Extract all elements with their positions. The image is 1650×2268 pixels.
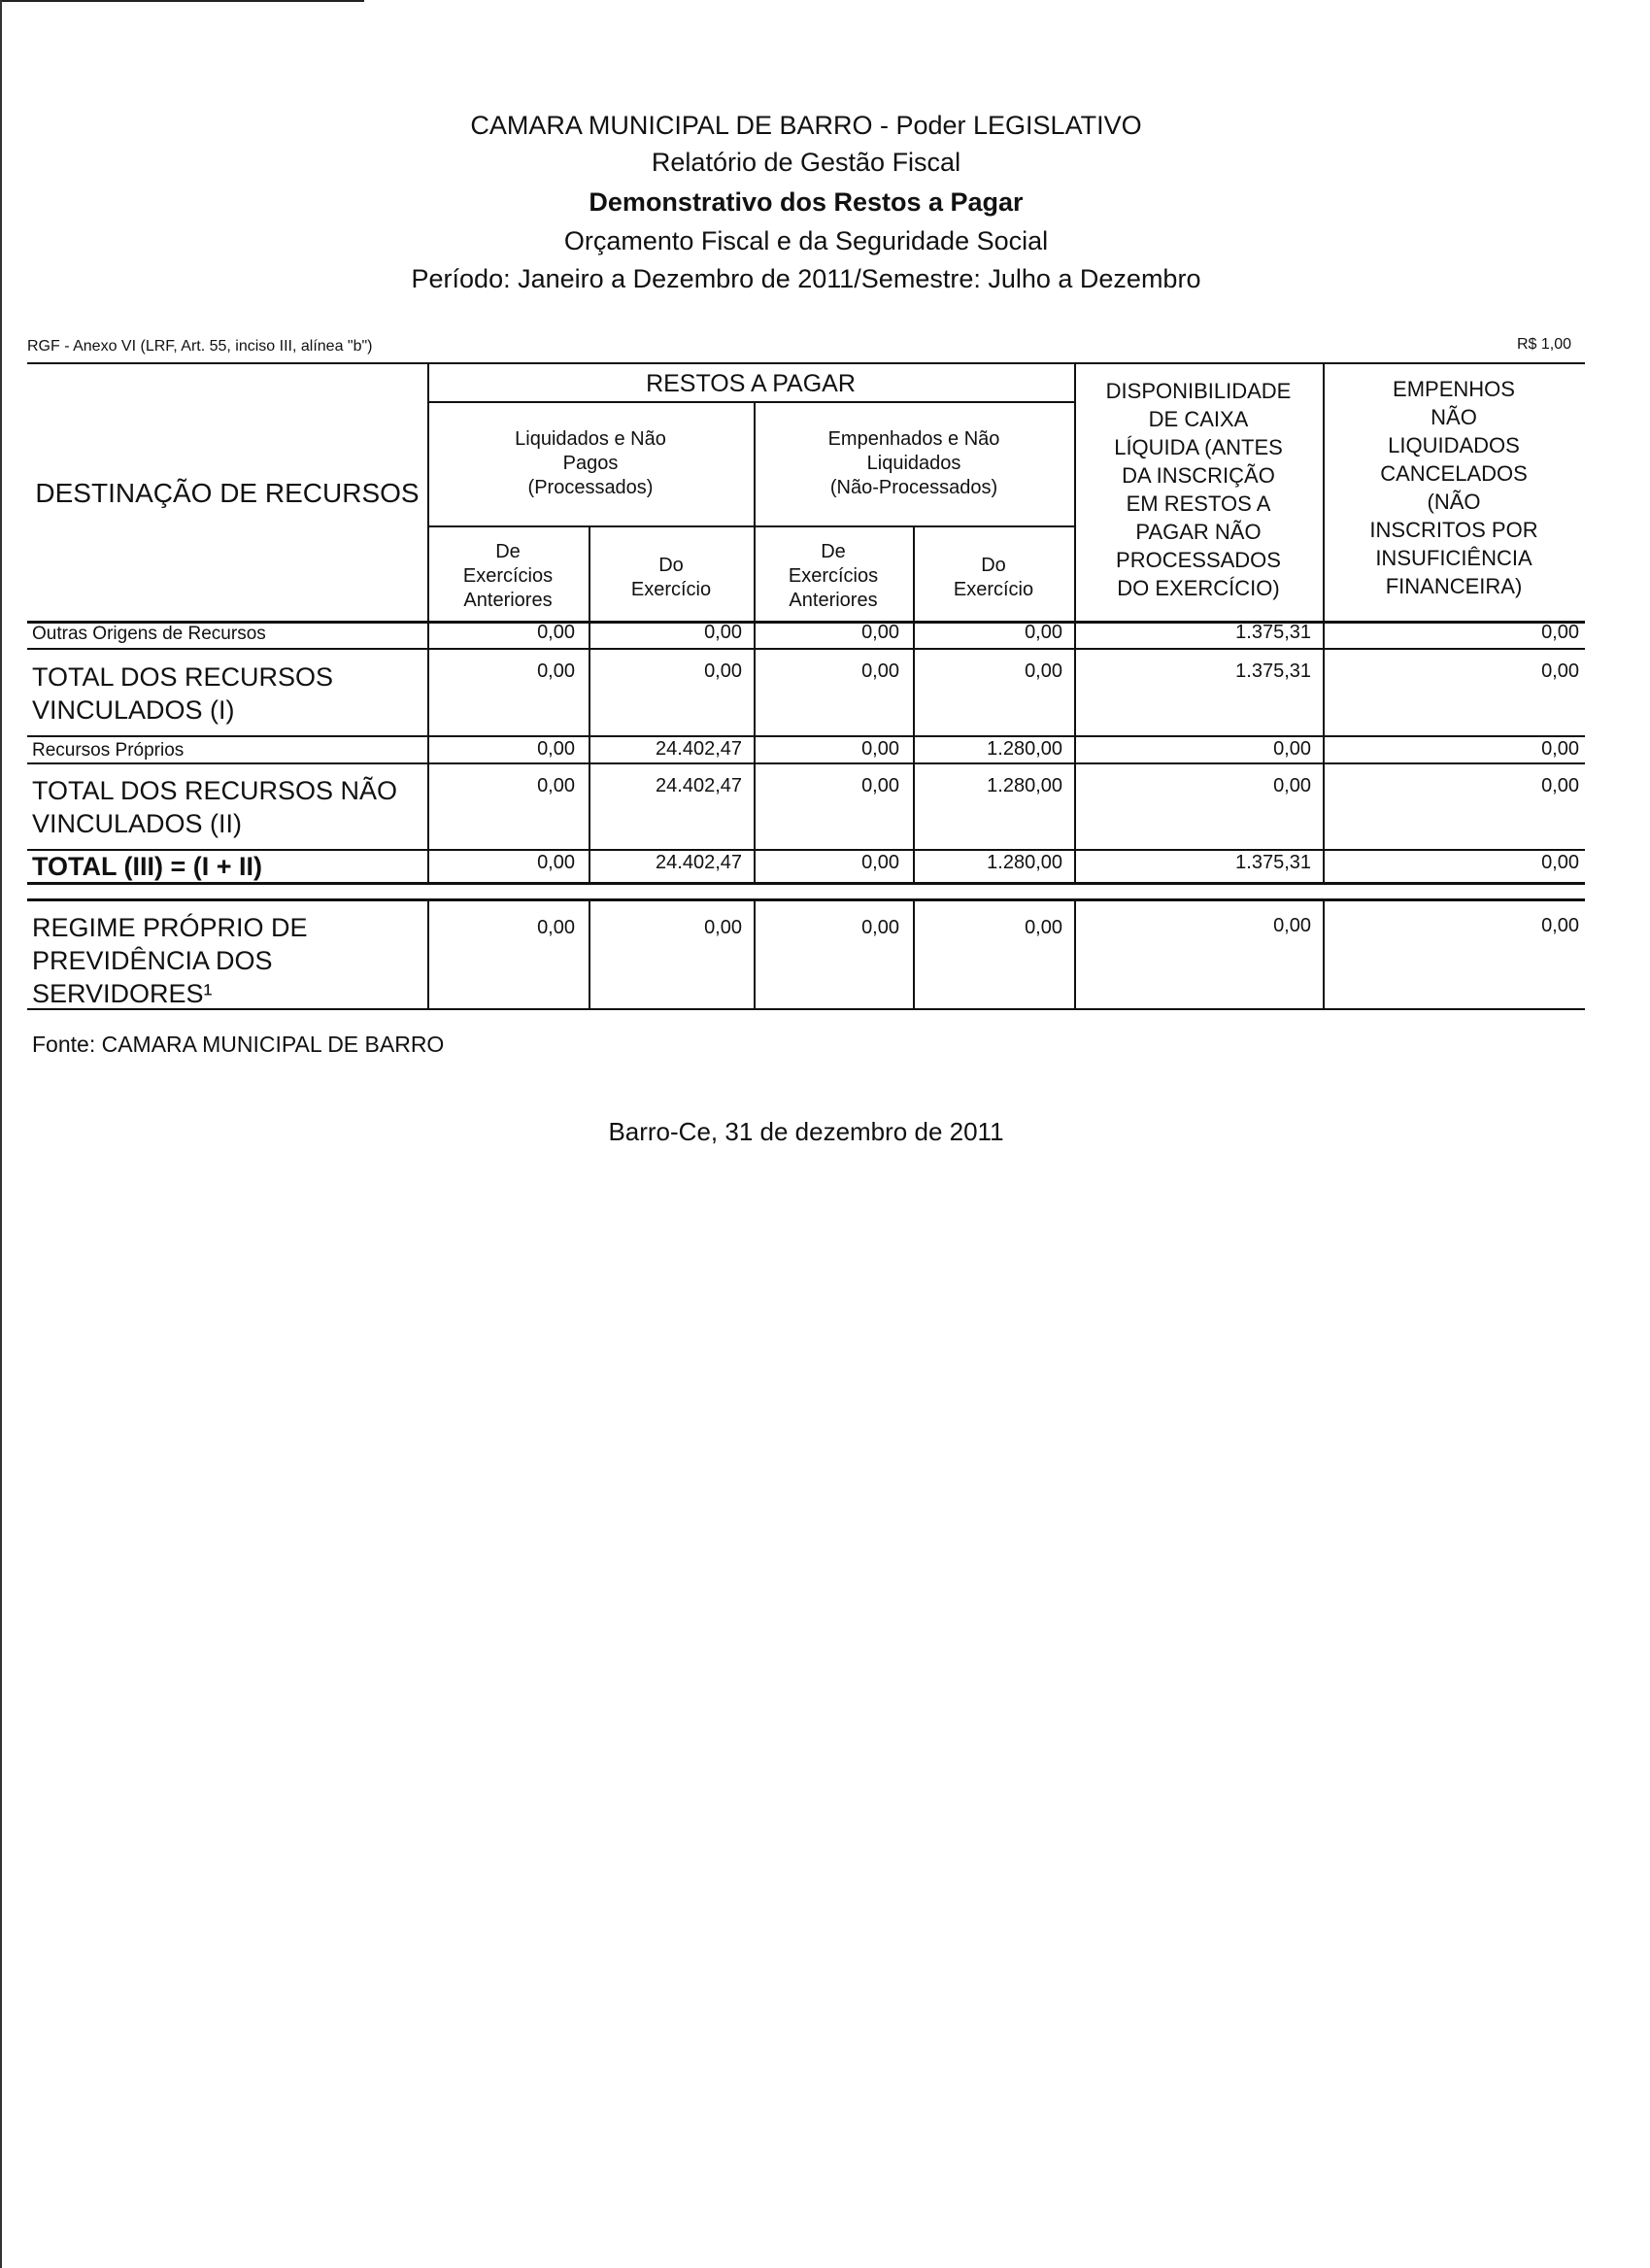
- legal-reference: RGF - Anexo VI (LRF, Art. 55, inciso III, alínea "b"): [27, 338, 373, 355]
- document-title: Demonstrativo dos Restos a Pagar: [589, 187, 1024, 217]
- cell-value: 0,00: [861, 660, 899, 682]
- cell-value: 0,00: [1541, 660, 1579, 682]
- cell-value: 0,00: [1273, 915, 1311, 936]
- header-de-exercicios-anteriores-2: De Exercícios Anteriores: [788, 541, 879, 611]
- header-do-exercicio-1: Do Exercício: [630, 555, 712, 600]
- row-divider-3: [27, 762, 1585, 764]
- budget-scope: Orçamento Fiscal e da Seguridade Social: [563, 226, 1049, 255]
- header-do-exercicio-2: Do Exercício: [953, 555, 1034, 600]
- col-line-4b: [913, 898, 915, 1008]
- cell-value: 0,00: [1541, 915, 1579, 936]
- row-divider-2: [27, 735, 1585, 737]
- scan-border-top: [0, 0, 364, 2]
- header-de-exercicios-anteriores-1: De Exercícios Anteriores: [462, 541, 554, 611]
- header-empenhos-cancelados: EMPENHOS NÃO LIQUIDADOS CANCELADOS (NÃO INSCRITOS POR INSUFICIÊNCIA FINANCEIRA): [1369, 377, 1538, 598]
- row-label-total-vinculados: TOTAL DOS RECURSOS VINCULADOS (I): [32, 662, 334, 725]
- cell-value: 1.375,31: [1235, 660, 1311, 682]
- cell-value: 24.402,47: [656, 738, 742, 760]
- cell-value: 1.375,31: [1235, 852, 1311, 873]
- cell-value: 0,00: [537, 738, 575, 760]
- cell-value: 0,00: [537, 622, 575, 643]
- entity-title: CAMARA MUNICIPAL DE BARRO - Poder LEGISLATIVO: [470, 111, 1142, 140]
- cell-value: 0,00: [861, 917, 899, 938]
- cell-value: 0,00: [704, 622, 742, 643]
- cell-value: 0,00: [861, 852, 899, 873]
- col-line-1b: [427, 898, 429, 1008]
- row-label-recursos-proprios: Recursos Próprios: [32, 740, 185, 761]
- cell-value: 0,00: [1541, 622, 1579, 643]
- row-label-regime-proprio: REGIME PRÓPRIO DE PREVIDÊNCIA DOS SERVIDORES¹: [32, 913, 308, 1008]
- cell-value: 0,00: [537, 775, 575, 796]
- header-destinacao: DESTINAÇÃO DE RECURSOS: [35, 478, 420, 508]
- header-divider-restos: [427, 401, 1074, 403]
- cell-value: 0,00: [1025, 622, 1062, 643]
- cell-value: 1.280,00: [987, 775, 1062, 796]
- source-note: Fonte: CAMARA MUNICIPAL DE BARRO: [32, 1032, 445, 1057]
- row-divider-1: [27, 648, 1585, 650]
- cell-value: 0,00: [537, 852, 575, 873]
- cell-value: 0,00: [704, 660, 742, 682]
- cell-value: 0,00: [1541, 775, 1579, 796]
- row-label-total-geral: TOTAL (III) = (I + II): [32, 852, 263, 881]
- header-disponibilidade: DISPONIBILIDADE DE CAIXA LÍQUIDA (ANTES DA INSCRIÇÃO EM RESTOS A PAGAR NÃO PROCESSADOS DO EXERCÍCIO): [1105, 379, 1292, 600]
- col-line-2b: [589, 898, 590, 1008]
- cell-value: 0,00: [537, 917, 575, 938]
- cell-value: 1.375,31: [1235, 622, 1311, 643]
- header-divider-sub: [427, 525, 1074, 527]
- cell-value: 0,00: [1273, 738, 1311, 760]
- row-label-total-nao-vinculados: TOTAL DOS RECURSOS NÃO VINCULADOS (II): [32, 776, 398, 838]
- cell-value: 1.280,00: [987, 852, 1062, 873]
- cell-value: 0,00: [861, 775, 899, 796]
- cell-value: 0,00: [1541, 738, 1579, 760]
- row-label-outras-origens: Outras Origens de Recursos: [32, 624, 266, 644]
- header-nao-processados: Empenhados e Não Liquidados (Não-Processados): [827, 428, 1000, 498]
- col-line-3b: [754, 898, 756, 1008]
- cell-value: 24.402,47: [656, 775, 742, 796]
- cell-value: 0,00: [704, 917, 742, 938]
- cell-value: 0,00: [861, 622, 899, 643]
- cell-value: 0,00: [1273, 775, 1311, 796]
- cell-value: 0,00: [1025, 917, 1062, 938]
- period: Período: Janeiro a Dezembro de 2011/Semestre: Julho a Dezembro: [411, 264, 1201, 293]
- report-name: Relatório de Gestão Fiscal: [651, 148, 961, 177]
- cell-value: 0,00: [537, 660, 575, 682]
- header-restos-a-pagar: RESTOS A PAGAR: [646, 370, 856, 397]
- cell-value: 0,00: [1541, 852, 1579, 873]
- cell-value: 0,00: [1025, 660, 1062, 682]
- date-location: Barro-Ce, 31 de dezembro de 2011: [608, 1117, 1004, 1146]
- currency-unit: R$ 1,00: [1517, 336, 1572, 353]
- cell-value: 0,00: [861, 738, 899, 760]
- table-top-border: [27, 362, 1585, 364]
- row-divider-6: [27, 898, 1585, 901]
- header-processados: Liquidados e Não Pagos (Processados): [515, 428, 666, 498]
- cell-value: 24.402,47: [656, 852, 742, 873]
- cell-value: 1.280,00: [987, 738, 1062, 760]
